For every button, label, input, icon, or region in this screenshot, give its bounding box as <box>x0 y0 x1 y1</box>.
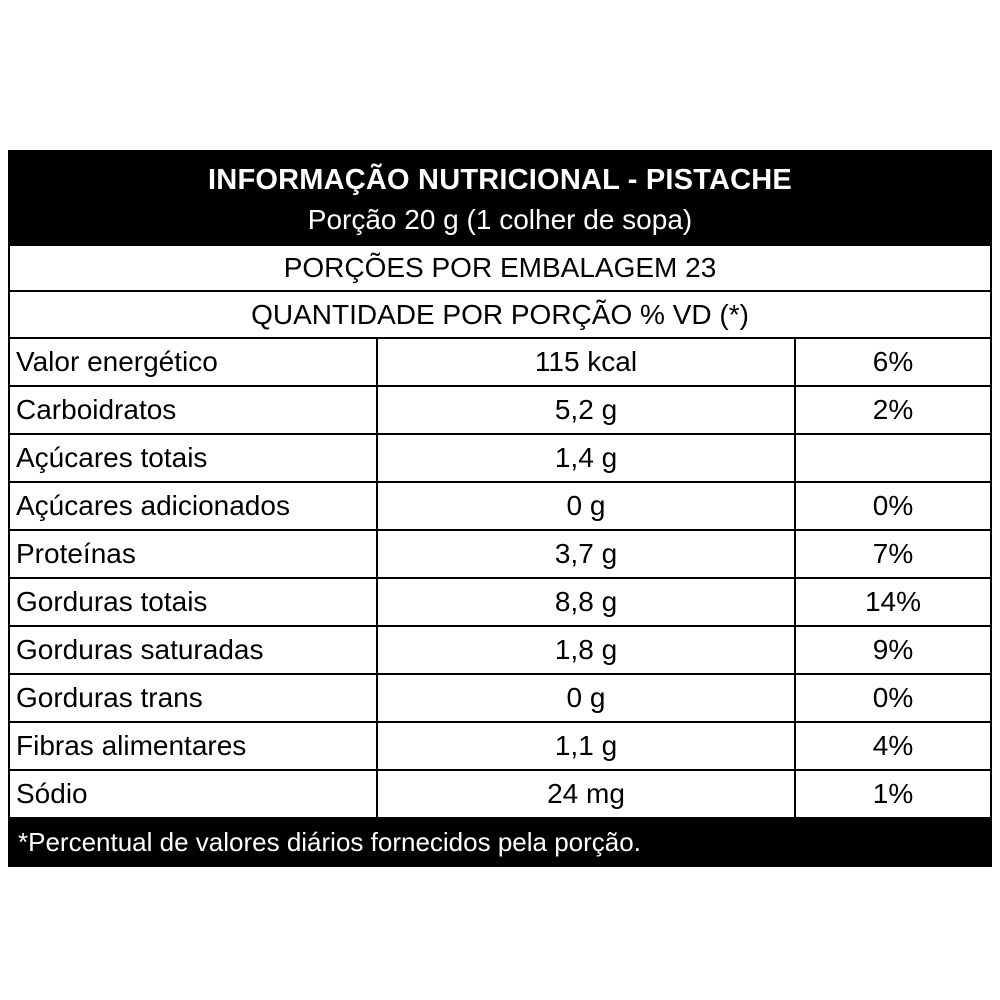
nutrient-name: Fibras alimentares <box>10 723 378 769</box>
servings-per-package: PORÇÕES POR EMBALAGEM 23 <box>10 246 990 292</box>
table-header <box>10 152 990 246</box>
nutrient-daily-value: 1% <box>872 778 914 809</box>
nutrient-quantity: 115 kcal <box>378 339 796 385</box>
table-row <box>10 339 990 387</box>
table-row <box>10 531 990 579</box>
nutrient-daily-value: 0% <box>872 490 914 521</box>
table-row <box>10 627 990 675</box>
nutrient-name: Açúcares totais <box>10 435 378 481</box>
nutrient-quantity: 24 mg <box>378 771 796 817</box>
nutrient-name: Proteínas <box>10 531 378 577</box>
table-row <box>10 387 990 435</box>
nutrient-quantity: 0 g <box>378 675 796 721</box>
table-row <box>10 723 990 771</box>
table-row <box>10 483 990 531</box>
table-title: INFORMAÇÃO NUTRICIONAL - PISTACHE <box>208 164 792 196</box>
table-row <box>10 771 990 819</box>
nutrient-quantity: 1,1 g <box>378 723 796 769</box>
nutrient-name: Açúcares adicionados <box>10 483 378 529</box>
nutrient-quantity: 5,2 g <box>378 387 796 433</box>
nutrient-daily-value: 0% <box>872 682 914 713</box>
nutrient-rows <box>10 339 990 819</box>
nutrient-daily-value: 4% <box>872 730 914 761</box>
nutrient-quantity: 8,8 g <box>378 579 796 625</box>
nutrient-name: Carboidratos <box>10 387 378 433</box>
nutrient-name: Sódio <box>10 771 378 817</box>
nutrient-name: Gorduras saturadas <box>10 627 378 673</box>
nutrient-quantity: 0 g <box>378 483 796 529</box>
nutrient-name: Gorduras trans <box>10 675 378 721</box>
nutrient-daily-value <box>796 435 990 481</box>
nutrient-daily-value: 9% <box>872 634 914 665</box>
nutrient-quantity: 3,7 g <box>378 531 796 577</box>
portion-size: Porção 20 g (1 colher de sopa) <box>307 204 693 235</box>
nutrition-facts-table <box>8 150 992 867</box>
nutrient-daily-value: 14% <box>864 586 922 617</box>
footnote: *Percentual de valores diários fornecidos pela porção. <box>10 819 990 865</box>
nutrient-quantity: 1,8 g <box>378 627 796 673</box>
table-row <box>10 579 990 627</box>
nutrient-daily-value: 7% <box>872 538 914 569</box>
nutrient-daily-value: 2% <box>872 394 914 425</box>
nutrient-quantity: 1,4 g <box>378 435 796 481</box>
nutrient-daily-value: 6% <box>872 346 914 377</box>
table-row <box>10 435 990 483</box>
quantity-header: QUANTIDADE POR PORÇÃO % VD (*) <box>10 292 990 339</box>
nutrient-name: Valor energético <box>10 339 378 385</box>
nutrient-name: Gorduras totais <box>10 579 378 625</box>
table-row <box>10 675 990 723</box>
